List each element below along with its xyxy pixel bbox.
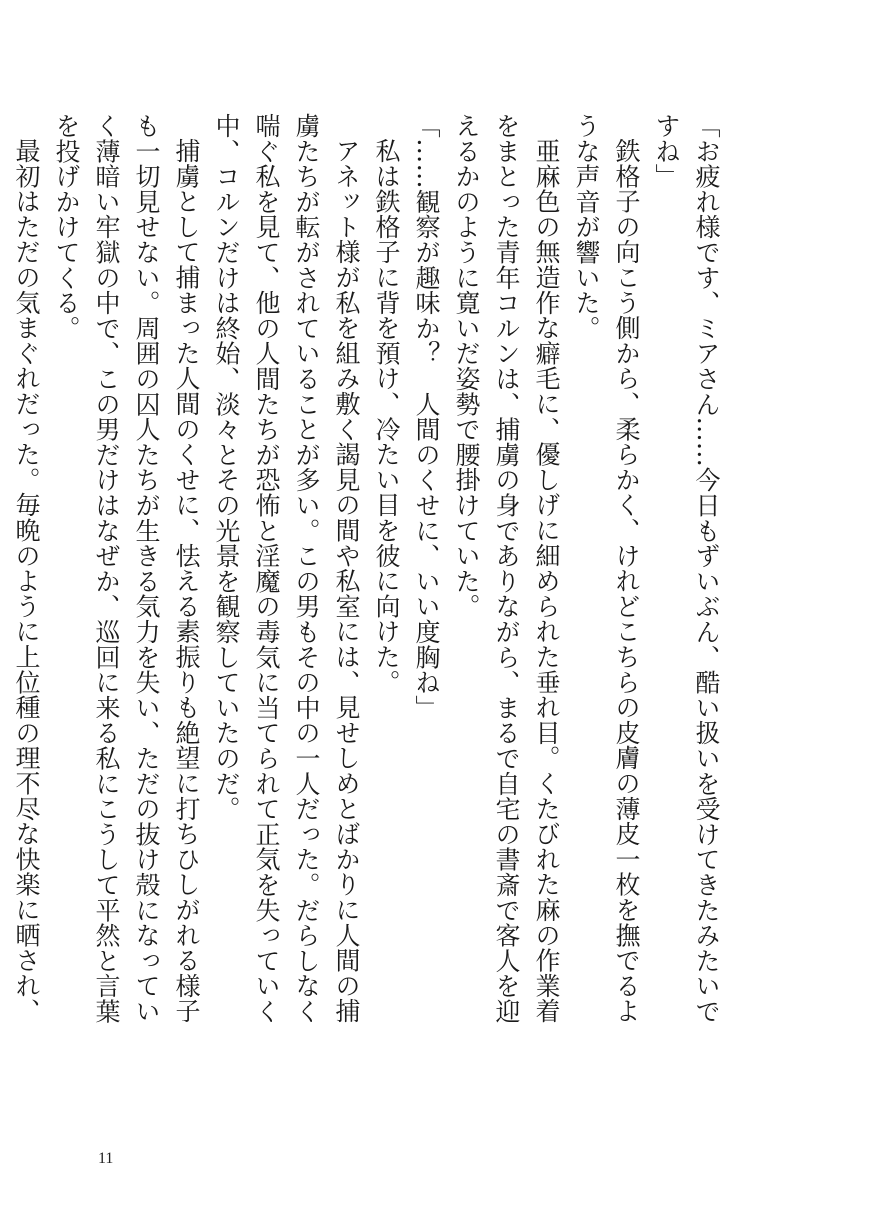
paragraph-2: 鉄格子の向こう側から、柔らかく、けれどこちらの皮膚の薄皮一枚を撫でるような声音が響いた。 xyxy=(572,113,641,1024)
paragraph-5: 私は鉄格子に背を預け、冷たい目を彼に向けた。 xyxy=(372,138,401,695)
paragraph-8: 最初はただの気まぐれだった。毎晩のように上位種の理不尽な快楽に晒され、 xyxy=(12,138,41,1024)
paragraph-1: 「お疲れ様です、ミアさん……今日もずいぶん、酷い扱いを受けてきたみたいですね」 xyxy=(652,113,721,1024)
page-number: 11 xyxy=(98,1150,114,1167)
paragraph-6: アネット様が私を組み敷く謁見の間や私室には、見せしめとばかりに人間の捕虜たちが転がされていることが多い。この男もその中の一人だった。だらしなく喘ぐ私を見て、他の人間たちが恐怖と淫魔の毒気に当てられて正気を失っていく中、コルンだけは終始、淡々とその光景を観察していたのだ。 xyxy=(212,113,361,1024)
paragraph-7: 捕虜として捕まった人間のくせに、怯える素振りも絶望に打ちひしがれる様子も一切見せない。周囲の囚人たちが生きる気力を失い、ただの抜け殻になっていく薄暗い牢獄の中で、この男だけはなぜか、巡回に来る私にこうして平然と言葉を投げかけてくる。 xyxy=(52,113,201,1024)
paragraph-3: 亜麻色の無造作な癖毛に、優しげに細められた垂れ目。くたびれた麻の作業着をまとった青年コルンは、捕虜の身でありながら、まるで自宅の書斎で客人を迎えるかのように寛いだ姿勢で腰掛けていた。 xyxy=(452,113,561,1024)
vertical-text-body xyxy=(12,113,726,1033)
paragraph-4: 「……観察が趣味か？ 人間のくせに、いい度胸ね」 xyxy=(412,113,441,721)
